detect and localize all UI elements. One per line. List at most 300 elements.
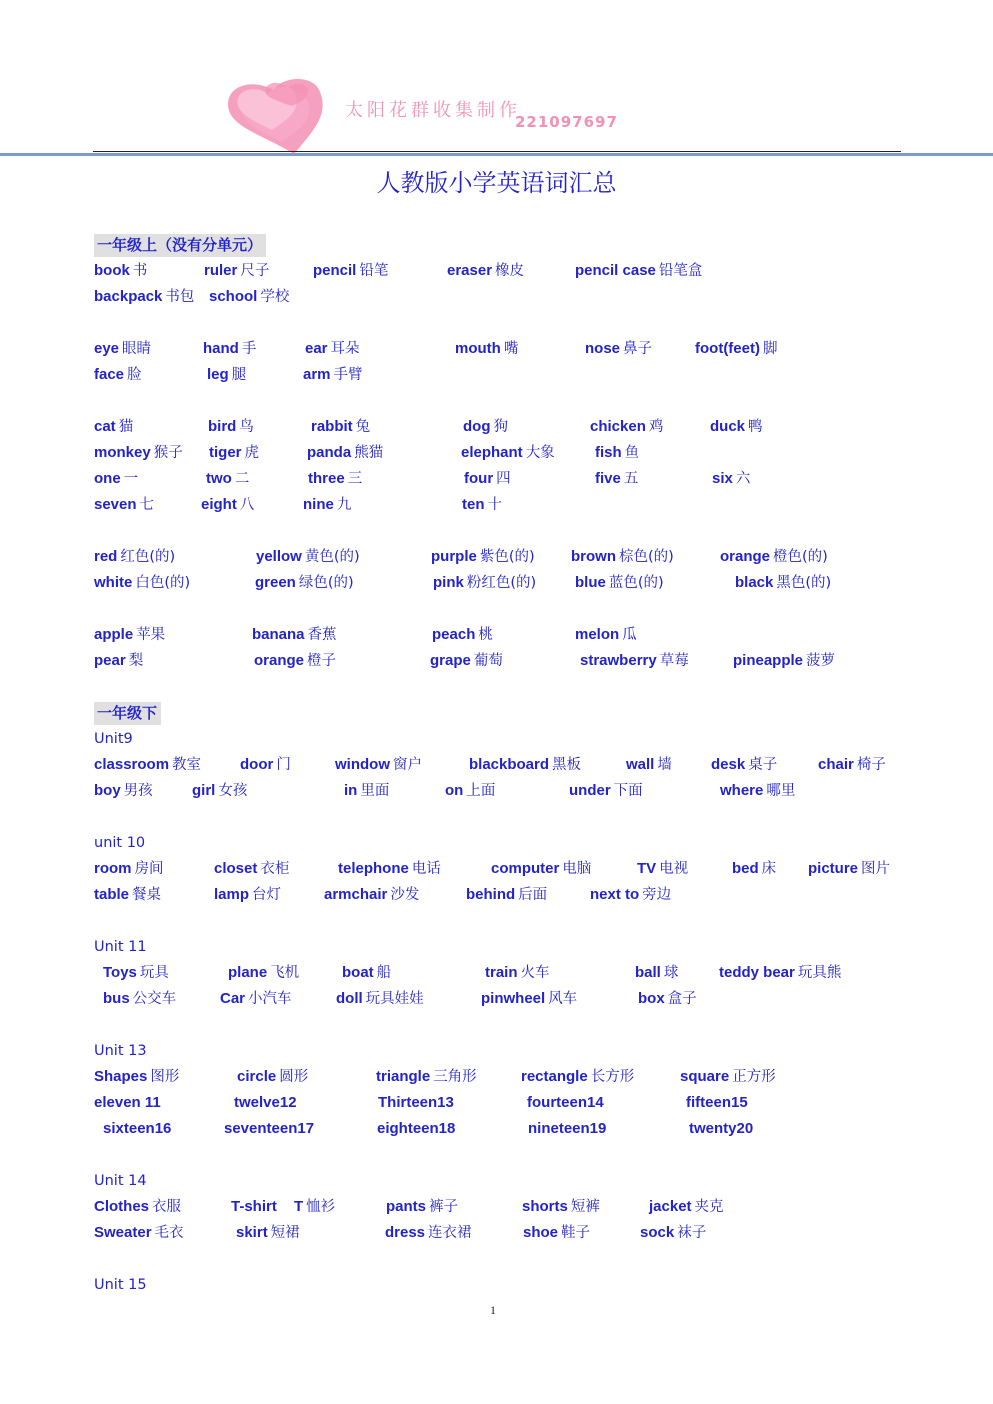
english-word: banana	[252, 626, 305, 643]
vocab-entry	[208, 418, 254, 436]
vocab-entry	[308, 470, 362, 488]
english-word: five	[595, 470, 621, 487]
english-word: T	[294, 1198, 304, 1215]
english-word: rectangle	[521, 1068, 588, 1085]
vocab-entry	[228, 964, 299, 982]
chinese-meaning: 白色(的)	[135, 575, 191, 591]
english-word: computer	[491, 860, 560, 877]
vocab-entry	[94, 574, 190, 592]
chinese-meaning: 八	[239, 497, 255, 513]
english-word: picture	[808, 860, 859, 877]
vocab-entry	[336, 990, 424, 1008]
english-word: dress	[385, 1224, 426, 1241]
chinese-meaning: 狗	[493, 419, 508, 435]
vocab-entry	[94, 548, 175, 566]
vocab-entry	[237, 1068, 308, 1086]
english-word: closet	[214, 860, 258, 877]
vocab-entry	[712, 470, 750, 488]
english-word: eleven 11	[94, 1094, 161, 1111]
english-word: wall	[626, 756, 655, 773]
vocab-entry	[303, 496, 351, 514]
vocab-entry	[192, 782, 247, 800]
english-word: fish	[595, 444, 622, 461]
english-word: green	[255, 574, 296, 591]
english-word: Shapes	[94, 1068, 148, 1085]
english-word: table	[94, 886, 130, 903]
chinese-meaning: 女孩	[218, 783, 248, 799]
vocab-entry	[481, 990, 577, 1008]
english-word: Sweater	[94, 1224, 152, 1241]
chinese-meaning: 玩具娃娃	[365, 991, 424, 1007]
chinese-meaning: 图片	[861, 861, 891, 877]
english-word: on	[445, 782, 464, 799]
english-word: pink	[433, 574, 464, 591]
vocab-entry	[635, 964, 678, 982]
chinese-meaning: 上面	[466, 783, 496, 799]
english-word: ear	[305, 340, 328, 357]
chinese-meaning: 猴子	[153, 445, 183, 461]
english-word: apple	[94, 626, 134, 643]
chinese-meaning: 球	[663, 965, 679, 981]
logo-number: 221097697	[515, 113, 618, 131]
vocab-entry	[324, 886, 419, 904]
english-word: mouth	[455, 340, 501, 357]
chinese-meaning: 三	[347, 471, 363, 487]
english-word: rabbit	[311, 418, 353, 435]
english-word: orange	[720, 548, 771, 565]
english-word: boy	[94, 782, 121, 799]
vocab-entry	[491, 860, 591, 878]
chinese-meaning: 圆形	[279, 1069, 309, 1085]
english-word: school	[209, 288, 258, 305]
chinese-meaning: 橡皮	[495, 263, 525, 279]
vocab-entry	[590, 886, 671, 904]
vocab-entry	[377, 1120, 458, 1138]
chinese-meaning: 鱼	[624, 445, 640, 461]
english-word: tiger	[209, 444, 242, 461]
document-title: 人教版小学英语词汇总	[376, 169, 617, 197]
chinese-meaning: 梨	[128, 653, 144, 669]
vocab-entry	[103, 1120, 174, 1138]
chinese-meaning: 男孩	[123, 783, 153, 799]
chinese-meaning: 玩具	[139, 965, 169, 981]
chinese-meaning: 学校	[260, 289, 290, 305]
vocab-entry	[378, 1094, 457, 1112]
chinese-meaning: 手	[241, 341, 257, 357]
chinese-meaning: 衣服	[152, 1199, 182, 1215]
english-word: leg	[207, 366, 229, 383]
vocab-entry	[307, 444, 383, 462]
english-word: elephant	[461, 444, 523, 461]
chinese-meaning: 衣柜	[260, 861, 290, 877]
vocab-entry	[303, 366, 363, 384]
chinese-meaning: 电视	[659, 861, 689, 877]
vocab-entry	[94, 756, 201, 774]
english-word: eye	[94, 340, 120, 357]
chinese-meaning: 房间	[134, 861, 164, 877]
english-word: blackboard	[469, 756, 550, 773]
english-word: monkey	[94, 444, 151, 461]
vocab-entry	[432, 626, 493, 644]
chinese-meaning: 风车	[548, 991, 578, 1007]
vocab-entry	[462, 496, 502, 514]
vocab-entry	[231, 1198, 280, 1216]
unit-label: Unit 13	[94, 1043, 147, 1059]
vocab-entry	[344, 782, 389, 800]
english-word: cat	[94, 418, 116, 435]
vocab-entry	[818, 756, 886, 774]
vocab-entry	[94, 366, 142, 384]
chinese-meaning: 桃	[478, 627, 493, 643]
vocab-entry	[220, 990, 292, 1008]
english-word: ball	[635, 964, 661, 981]
logo-text: 太阳花群收集制作	[345, 100, 521, 121]
english-word: under	[569, 782, 611, 799]
english-word: melon	[575, 626, 620, 643]
chinese-meaning: 飞机	[270, 965, 300, 981]
chinese-meaning: 耳朵	[330, 341, 360, 357]
chinese-meaning: 熊猫	[354, 445, 384, 461]
chinese-meaning: 绿色(的)	[298, 575, 354, 591]
vocab-entry	[236, 1224, 300, 1242]
vocab-entry	[575, 626, 637, 644]
chinese-meaning: 长方形	[590, 1069, 635, 1085]
english-word: classroom	[94, 756, 170, 773]
unit-label: Unit 11	[94, 939, 147, 955]
vocab-entry	[335, 756, 422, 774]
english-word: shorts	[522, 1198, 568, 1215]
chinese-meaning: 大象	[525, 445, 555, 461]
vocab-entry	[255, 574, 354, 592]
vocab-entry	[455, 340, 518, 358]
chinese-meaning: 沙发	[390, 887, 420, 903]
vocab-entry	[94, 288, 194, 306]
chinese-meaning: 玩具熊	[797, 965, 842, 981]
english-word: boat	[342, 964, 374, 981]
english-word: train	[485, 964, 518, 981]
vocab-entry	[523, 1224, 590, 1242]
chinese-meaning: 夹克	[694, 1199, 724, 1215]
unit-label: Unit 15	[94, 1277, 147, 1293]
vocab-entry	[94, 262, 147, 280]
vocab-entry	[461, 444, 555, 462]
vocab-entry	[103, 990, 176, 1008]
chinese-meaning: 猫	[118, 419, 134, 435]
vocab-entry	[209, 288, 289, 306]
english-word: duck	[710, 418, 746, 435]
chinese-meaning: 眼睛	[122, 341, 152, 357]
vocab-entry	[94, 340, 151, 358]
english-word: arm	[303, 366, 331, 383]
vocab-entry	[463, 418, 508, 436]
vocab-entry	[206, 470, 249, 488]
chinese-meaning: 里面	[360, 783, 390, 799]
english-word: brown	[571, 548, 616, 565]
vocab-entry	[214, 860, 289, 878]
vocab-entry	[256, 548, 360, 566]
chinese-meaning: 二	[234, 471, 250, 487]
chinese-meaning: 嘴	[503, 341, 519, 357]
page-number: 1	[490, 1303, 496, 1317]
english-word: pineapple	[733, 652, 804, 669]
english-word: two	[206, 470, 232, 487]
chinese-meaning: 铅笔盒	[658, 263, 703, 279]
chinese-meaning: 盒子	[667, 991, 697, 1007]
chinese-meaning: 电脑	[562, 861, 592, 877]
chinese-meaning: 尺子	[240, 263, 270, 279]
english-word: square	[680, 1068, 730, 1085]
chinese-meaning: 旁边	[642, 887, 672, 903]
header-border	[0, 153, 993, 156]
english-word: pants	[386, 1198, 427, 1215]
vocab-entry	[338, 860, 441, 878]
english-word: black	[735, 574, 774, 591]
vocab-entry	[305, 340, 360, 358]
english-word: where	[720, 782, 764, 799]
vocab-entry	[522, 1198, 600, 1216]
chinese-meaning: 后面	[518, 887, 548, 903]
vocab-entry	[575, 574, 664, 592]
english-word: nineteen19	[528, 1120, 607, 1137]
chinese-meaning: 棕色(的)	[619, 549, 674, 565]
vocab-entry	[695, 340, 777, 358]
english-word: pencil case	[575, 262, 656, 279]
chinese-meaning: 电话	[411, 861, 441, 877]
vocab-entry	[808, 860, 890, 878]
vocab-entry	[626, 756, 672, 774]
chinese-meaning: 九	[336, 497, 352, 513]
vocab-entry	[94, 1198, 181, 1216]
vocab-entry	[689, 1120, 756, 1138]
vocab-entry	[638, 990, 697, 1008]
chinese-meaning: 桌子	[748, 757, 778, 773]
chinese-meaning: 七	[139, 497, 155, 513]
english-word: box	[638, 990, 665, 1007]
english-word: peach	[432, 626, 476, 643]
chinese-meaning: 短裤	[570, 1199, 600, 1215]
english-word: jacket	[649, 1198, 692, 1215]
english-word: foot(feet)	[695, 340, 760, 357]
vocab-entry	[680, 1068, 776, 1086]
vocab-entry	[376, 1068, 477, 1086]
english-word: orange	[254, 652, 305, 669]
chinese-meaning: 苹果	[136, 627, 166, 643]
english-word: eighteen18	[377, 1120, 456, 1137]
english-word: seven	[94, 496, 137, 513]
vocab-entry	[254, 652, 336, 670]
chinese-meaning: 橙子	[307, 653, 337, 669]
english-word: next to	[590, 886, 640, 903]
vocab-entry	[735, 574, 831, 592]
vocab-entry	[640, 1224, 706, 1242]
vocab-entry	[385, 1224, 472, 1242]
chinese-meaning: 连衣裙	[428, 1225, 472, 1241]
english-word: one	[94, 470, 121, 487]
english-word: eraser	[447, 262, 493, 279]
vocab-entry	[569, 782, 643, 800]
vocab-entry	[294, 1198, 335, 1216]
vocab-entry	[720, 548, 828, 566]
chinese-meaning: 脸	[127, 367, 142, 383]
chinese-meaning: 草莓	[659, 653, 689, 669]
vocab-entry	[711, 756, 777, 774]
english-word: shoe	[523, 1224, 559, 1241]
chinese-meaning: 下面	[613, 783, 643, 799]
english-word: chicken	[590, 418, 646, 435]
english-word: triangle	[376, 1068, 431, 1085]
english-word: armchair	[324, 886, 388, 903]
english-word: dog	[463, 418, 491, 435]
vocab-entry	[94, 782, 153, 800]
english-word: T-shirt	[231, 1198, 277, 1215]
english-word: backpack	[94, 288, 163, 305]
english-word: panda	[307, 444, 352, 461]
chinese-meaning: 鸭	[748, 419, 763, 435]
chinese-meaning: 椅子	[856, 757, 886, 773]
chinese-meaning: 公交车	[132, 991, 177, 1007]
vocab-entry	[430, 652, 503, 670]
vocab-entry	[234, 1094, 300, 1112]
chinese-meaning: 腿	[231, 367, 247, 383]
chinese-meaning: 台灯	[252, 887, 282, 903]
chinese-meaning: 铅笔	[359, 263, 389, 279]
english-word: six	[712, 470, 733, 487]
english-word: girl	[192, 782, 216, 799]
section-heading: 一年级下	[94, 702, 161, 725]
vocab-entry	[94, 626, 165, 644]
chinese-meaning: 袜子	[677, 1225, 707, 1241]
english-word: book	[94, 262, 130, 279]
chinese-meaning: 瓜	[622, 627, 637, 643]
vocab-entry	[686, 1094, 751, 1112]
english-word: behind	[466, 886, 516, 903]
vocab-entry	[585, 340, 652, 358]
vocab-entry	[94, 886, 161, 904]
chinese-meaning: 床	[761, 861, 777, 877]
chinese-meaning: 书	[132, 263, 148, 279]
chinese-meaning: 书包	[165, 289, 195, 305]
chinese-meaning: 虎	[244, 445, 260, 461]
vocab-entry	[732, 860, 776, 878]
vocab-entry	[201, 496, 254, 514]
vocab-entry	[204, 262, 269, 280]
english-word: four	[464, 470, 494, 487]
english-word: twenty20	[689, 1120, 754, 1137]
english-word: white	[94, 574, 133, 591]
chinese-meaning: 火车	[520, 965, 550, 981]
english-word: Car	[220, 990, 246, 1007]
english-word: seventeen17	[224, 1120, 315, 1137]
section-heading: 一年级上（没有分单元）	[94, 234, 266, 257]
vocab-entry	[527, 1094, 607, 1112]
english-word: Toys	[103, 964, 137, 981]
vocab-entry	[103, 964, 169, 982]
vocab-entry	[252, 626, 337, 644]
english-word: chair	[818, 756, 854, 773]
vocab-entry	[311, 418, 370, 436]
chinese-meaning: 短裙	[270, 1225, 300, 1241]
vocab-entry	[445, 782, 495, 800]
chinese-meaning: 菠萝	[806, 653, 836, 669]
english-word: Clothes	[94, 1198, 150, 1215]
chinese-meaning: 三角形	[433, 1069, 477, 1085]
english-word: in	[344, 782, 358, 799]
chinese-meaning: 一	[123, 471, 139, 487]
vocab-entry	[209, 444, 259, 462]
english-word: door	[240, 756, 274, 773]
chinese-meaning: 鸟	[239, 419, 254, 435]
vocab-entry	[94, 652, 143, 670]
english-word: strawberry	[580, 652, 657, 669]
vocab-entry	[94, 470, 138, 488]
vocab-entry	[595, 470, 638, 488]
english-word: Thirteen13	[378, 1094, 454, 1111]
chinese-meaning: 船	[376, 965, 392, 981]
vocab-entry	[466, 886, 547, 904]
chinese-meaning: 手臂	[333, 367, 363, 383]
english-word: face	[94, 366, 125, 383]
chinese-meaning: 黑色(的)	[776, 575, 832, 591]
english-word: red	[94, 548, 118, 565]
unit-label: Unit 14	[94, 1173, 147, 1189]
vocab-entry	[240, 756, 291, 774]
vocab-entry	[94, 444, 183, 462]
english-word: telephone	[338, 860, 409, 877]
chinese-meaning: 裤子	[429, 1199, 459, 1215]
vocab-entry	[94, 418, 133, 436]
chinese-meaning: 红色(的)	[120, 549, 176, 565]
chinese-meaning: 鼻子	[623, 341, 653, 357]
english-word: nose	[585, 340, 621, 357]
english-word: bird	[208, 418, 237, 435]
vocab-entry	[386, 1198, 458, 1216]
chinese-meaning: 六	[735, 471, 751, 487]
vocab-entry	[595, 444, 639, 462]
english-word: blue	[575, 574, 606, 591]
vocab-entry	[528, 1120, 609, 1138]
english-word: desk	[711, 756, 746, 773]
vocab-entry	[719, 964, 841, 982]
chinese-meaning: 哪里	[766, 783, 796, 799]
vocab-entry	[571, 548, 674, 566]
chinese-meaning: 黑板	[552, 757, 582, 773]
chinese-meaning: 黄色(的)	[304, 549, 360, 565]
chinese-meaning: 兔	[355, 419, 371, 435]
english-word: sixteen16	[103, 1120, 172, 1137]
english-word: yellow	[256, 548, 302, 565]
english-word: skirt	[236, 1224, 268, 1241]
vocab-entry	[580, 652, 689, 670]
vocab-entry	[94, 1094, 164, 1112]
english-word: bus	[103, 990, 130, 1007]
english-word: window	[335, 756, 390, 773]
chinese-meaning: 餐桌	[132, 887, 162, 903]
english-word: nine	[303, 496, 334, 513]
chinese-meaning: 教室	[172, 757, 202, 773]
english-word: ruler	[204, 262, 238, 279]
vocab-entry	[447, 262, 524, 280]
chinese-meaning: 窗户	[393, 757, 422, 773]
english-word: eight	[201, 496, 237, 513]
english-word: pear	[94, 652, 126, 669]
vocab-entry	[203, 340, 256, 358]
vocab-entry	[469, 756, 581, 774]
english-word: lamp	[214, 886, 250, 903]
english-word: sock	[640, 1224, 675, 1241]
english-word: purple	[431, 548, 477, 565]
vocab-entry	[637, 860, 688, 878]
chinese-meaning: 门	[276, 757, 291, 773]
